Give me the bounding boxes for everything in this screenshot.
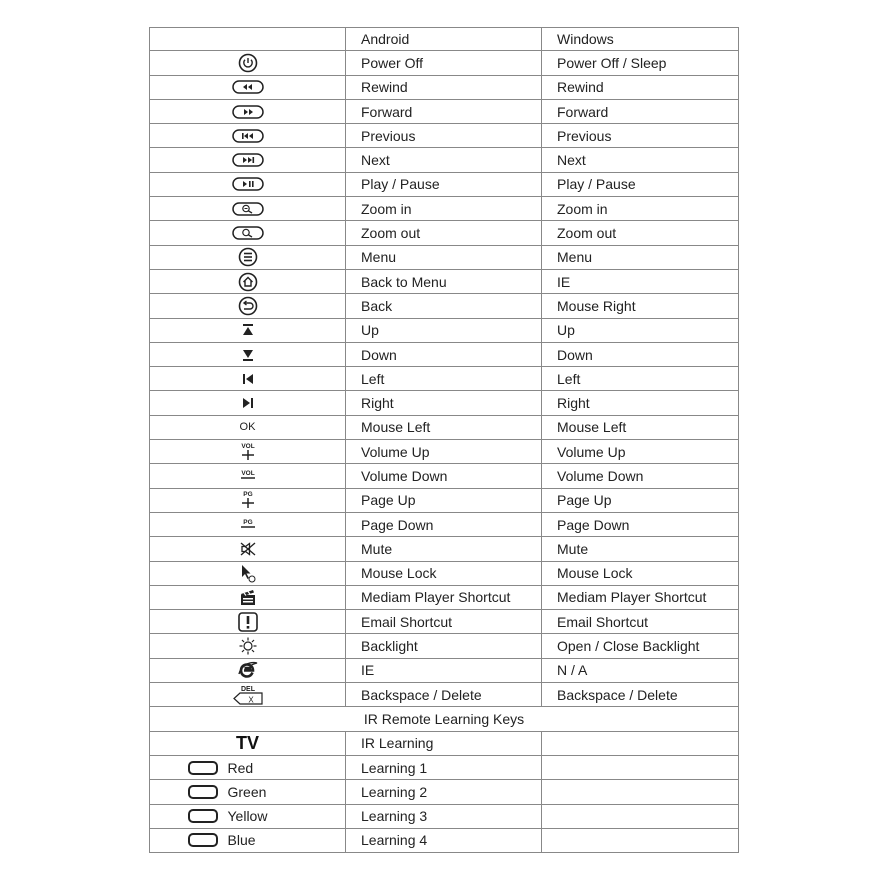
tv-key-label: TV [235,732,259,753]
windows-function: Page Down [541,513,739,536]
windows-function: Page Up [541,489,739,512]
table-row [149,659,739,683]
android-function: Power Off [345,51,541,74]
ie-icon [237,660,259,680]
table-row [149,173,739,197]
color-button-icon [188,833,218,847]
table-row [149,343,739,367]
windows-function: IE [541,270,739,293]
ir-function: IR Learning [345,732,541,755]
windows-function: Volume Up [541,440,739,463]
green-key [188,784,308,800]
zoom-out-icon [232,226,264,240]
android-function: Back [345,294,541,317]
ir-function: Learning 2 [345,780,541,803]
mute-icon [239,541,257,557]
android-function: Backlight [345,634,541,657]
ir-section-title: IR Remote Learning Keys [149,707,739,730]
android-function: Previous [345,124,541,147]
table-row [149,732,739,756]
forward-icon [232,105,264,119]
ir-function: Learning 3 [345,805,541,828]
blue-key [188,832,308,848]
table-row [149,562,739,586]
android-function: Down [345,343,541,366]
volume-up-icon [238,442,258,462]
pg-label: PG [242,491,253,499]
down-icon [241,348,255,362]
android-function: Volume Up [345,440,541,463]
backlight-icon [238,636,258,656]
pg-label: PG [242,518,253,526]
right-icon [241,396,255,410]
table-row [149,294,739,318]
table-row [149,440,739,464]
rewind-icon [232,80,264,94]
green-key-label: Green [227,783,267,800]
power-icon [237,53,259,73]
table-row [149,683,739,707]
windows-function: Previous [541,124,739,147]
windows-function: Zoom in [541,197,739,220]
android-function: Back to Menu [345,270,541,293]
windows-function: Menu [541,246,739,269]
table-row [149,513,739,537]
table-row [149,197,739,221]
android-function: Up [345,319,541,342]
windows-function: Mouse Lock [541,562,739,585]
table-row [149,489,739,513]
table-header-row [149,27,739,51]
android-function: Play / Pause [345,173,541,196]
windows-function: Mouse Left [541,416,739,439]
windows-function: Power Off / Sleep [541,51,739,74]
table-row [149,416,739,440]
yellow-key-label: Yellow [227,808,268,825]
android-column-header: Android [345,28,541,50]
table-row [149,319,739,343]
android-function: Next [345,148,541,171]
android-function: Email Shortcut [345,610,541,633]
windows-function: Rewind [541,76,739,99]
page-down-icon [238,517,258,533]
windows-function: Email Shortcut [541,610,739,633]
table-row [149,391,739,415]
table-row [149,586,739,610]
play-pause-icon [232,177,264,191]
android-function: Forward [345,100,541,123]
windows-function: Up [541,319,739,342]
table-row [149,805,739,829]
windows-column-header: Windows [541,28,739,50]
table-row [149,634,739,658]
zoom-in-icon [232,202,264,216]
back-icon [237,296,259,316]
windows-function: Open / Close Backlight [541,634,739,657]
table-row [149,367,739,391]
table-row [149,270,739,294]
windows-function: Forward [541,100,739,123]
ir-section-row [149,707,739,731]
media-player-icon [238,587,258,607]
table-row [149,100,739,124]
table-row [149,537,739,561]
windows-function: N / A [541,659,739,682]
android-function: Mouse Left [345,416,541,439]
windows-function: Zoom out [541,221,739,244]
android-function: IE [345,659,541,682]
next-icon [232,153,264,167]
windows-function: Mouse Right [541,294,739,317]
android-function: Left [345,367,541,390]
volume-down-icon [238,468,258,484]
ir-function: Learning 1 [345,756,541,779]
color-button-icon [188,785,218,799]
table-row [149,221,739,245]
android-function: Volume Down [345,464,541,487]
table-row [149,756,739,780]
color-button-icon [188,809,218,823]
windows-function: Down [541,343,739,366]
android-function: Mouse Lock [345,562,541,585]
android-function: Page Down [345,513,541,536]
ok-icon: OK [239,421,256,434]
mouse-lock-icon [239,563,257,583]
backspace-delete-icon [231,684,265,706]
page-up-icon [238,490,258,510]
windows-function: Left [541,367,739,390]
home-icon [237,272,259,292]
android-function: Mute [345,537,541,560]
windows-function: Mute [541,537,739,560]
del-label: DEL [240,685,255,693]
table-row [149,246,739,270]
windows-function: Backspace / Delete [541,683,739,706]
table-row [149,610,739,634]
table-row [149,829,739,853]
blue-key-label: Blue [227,832,256,849]
empty-cell [541,756,739,779]
color-button-icon [188,761,218,775]
icon-column-header [149,28,345,50]
empty-cell [541,732,739,755]
x-label: X [247,695,254,705]
android-function: Right [345,391,541,414]
android-function: Backspace / Delete [345,683,541,706]
email-icon [237,612,259,632]
android-function: Mediam Player Shortcut [345,586,541,609]
table-row [149,76,739,100]
remote-key-table [149,27,739,853]
vol-label: VOL [240,442,255,450]
windows-function: Next [541,148,739,171]
empty-cell [541,829,739,852]
table-row [149,148,739,172]
yellow-key [188,808,308,824]
android-function: Page Up [345,489,541,512]
menu-icon [237,247,259,267]
android-function: Rewind [345,76,541,99]
up-icon [241,323,255,337]
windows-function: Play / Pause [541,173,739,196]
table-row [149,780,739,804]
android-function: Zoom in [345,197,541,220]
left-icon [241,372,255,386]
windows-function: Right [541,391,739,414]
empty-cell [541,805,739,828]
red-key [188,760,308,776]
ir-function: Learning 4 [345,829,541,852]
table-row [149,51,739,75]
windows-function: Volume Down [541,464,739,487]
previous-icon [232,129,264,143]
empty-cell [541,780,739,803]
android-function: Zoom out [345,221,541,244]
table-row [149,124,739,148]
windows-function: Mediam Player Shortcut [541,586,739,609]
table-row [149,464,739,488]
red-key-label: Red [227,759,254,776]
android-function: Menu [345,246,541,269]
vol-label: VOL [240,469,255,477]
